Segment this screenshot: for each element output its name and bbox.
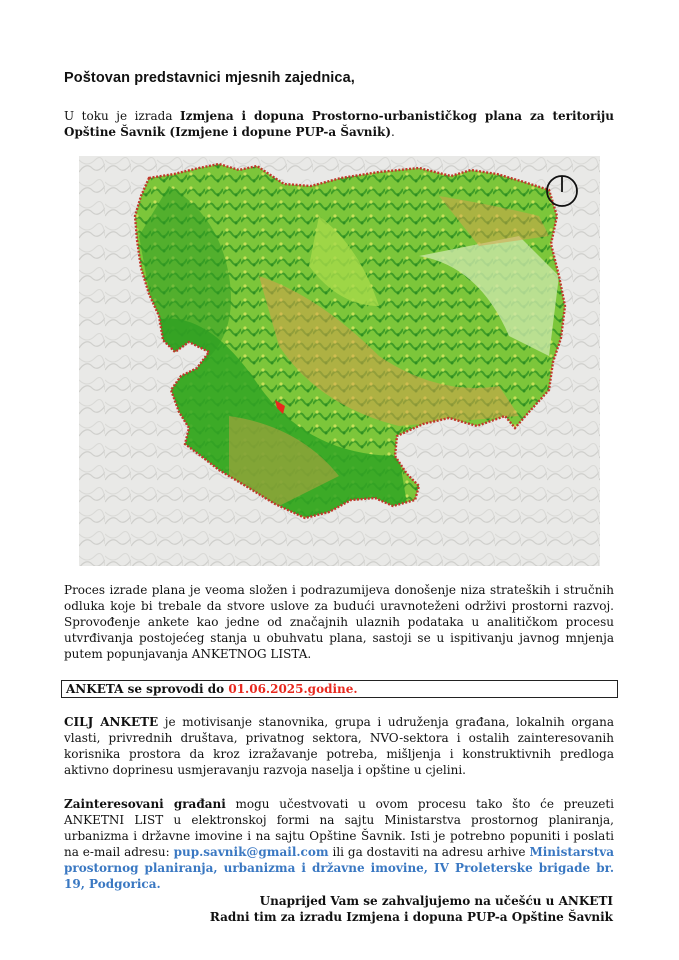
description-paragraph: Proces izrade plana je veoma složen i podrazumijeva donošenje niza strateških i stručnih odluka koje bi trebale da stvore uslove za budući uravnoteženi održivi prostorni razvoj. Sprovođenje ankete kao jedne od značajnih ulaznih podataka u analitičkom procesu utvrđivanja postojećeg stanja u obuhvatu plana, sastoji se u ispitivanju javnog mnjenja putem popunjavanja ANKETNOG LISTA. — [64, 583, 614, 661]
participation-label: Zainteresovani građani — [64, 797, 226, 811]
participation-text-2: ili ga dostaviti na adresu arhive — [328, 845, 530, 859]
goal-label: CILJ ANKETE — [64, 715, 159, 729]
deadline-box — [61, 680, 618, 698]
goal-text: je motivisanje stanovnika, grupa i udruženja građana, lokalnih organa vlasti, privrednih društava, privatnog sektora, NVO-sektora i ostalih zainteresovanih korisnika prostora da kroz izražavanje potreba, mišljenja i konstruktivnih predloga aktivno doprinesu usmjeravanju razvoja naselja i opštine u cjelini. — [64, 715, 615, 777]
closing-signature: Radni tim za izradu Izmjena i dopuna PUP-a Opštine Šavnik — [209, 910, 613, 924]
intro-text: U toku je izrada — [64, 109, 181, 123]
intro-paragraph — [64, 108, 614, 140]
territory-map-svg — [79, 156, 600, 566]
territory-map — [79, 156, 600, 566]
email-link[interactable]: pup.savnik@gmail.com — [173, 845, 329, 859]
goal-paragraph — [64, 714, 614, 778]
participation-text: mogu učestvovati u ovom procesu tako što će preuzeti ANKETNI LIST u elektronskoj formi na sajtu Ministarstva prostornog planiranja, urbanizma i državne imovine i na sajtu Opštine Šavnik. Isti je potrebno popuniti i poslati na e-mail adresu: — [64, 797, 614, 859]
closing-block — [210, 893, 613, 925]
greeting-heading: Poštovan predstavnici mjesnih zajednica, — [64, 70, 355, 86]
deadline-prefix: ANKETA se sprovodi do — [66, 682, 229, 696]
intro-end: . — [391, 125, 395, 139]
deadline-date: 01.06.2025.godine. — [228, 682, 358, 696]
participation-paragraph — [64, 796, 614, 892]
closing-thanks: Unaprijed Vam se zahvaljujemo na učešću u ANKETI — [259, 894, 613, 908]
plan-name: Izmjena i dopuna Prostorno-urbanističkog plana za teritoriju Opštine Šavnik (Izmjene i dopune PUP-a Šavnik) — [64, 109, 614, 139]
ministry-address: Ministarstva prostornog planiranja, urbanizma i državne imovine, IV Proleterske brigade br. 19, Podgorica. — [64, 845, 615, 891]
